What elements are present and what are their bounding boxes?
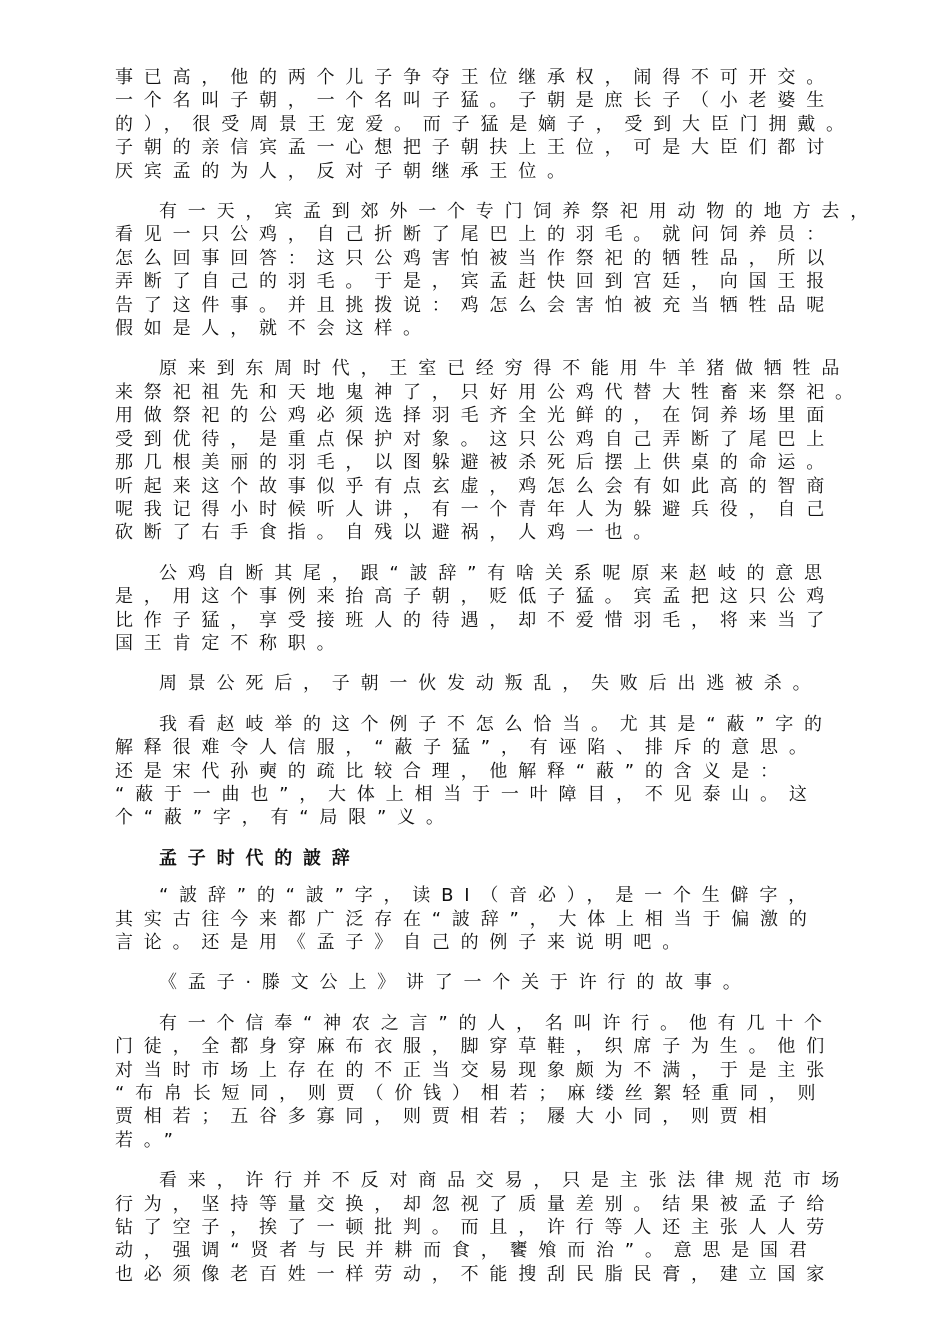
text-line: 也必须像老百姓一样劳动，不能搜刮民脂民膏，建立国家 [115, 1263, 835, 1285]
text-line: 原来到东周时代，王室已经穷得不能用牛羊猪做牺牲品 [159, 358, 851, 380]
text-line: 呢我记得小时候听人讲，有一个青年人为躲避兵役，自己 [115, 498, 835, 520]
text-line: 弄断了自己的羽毛。于是，宾孟赶快回到宫廷，向国王报 [115, 271, 835, 293]
text-line: 的），很受周景王宠爱。而子猛是嫡子，受到大臣门拥戴。 [115, 113, 855, 135]
paragraph-6 [115, 713, 905, 830]
text-line: 是，用这个事例来抬高子朝，贬低子猛。宾孟把这只公鸡 [115, 586, 835, 608]
text-line: 钻了空子，挨了一顿批判。而且，许行等人还主张人人劳 [115, 1217, 835, 1239]
text-line: 一个名叫子朝，一个名叫子猛。子朝是庶长子（小老婆生 [115, 90, 835, 112]
paragraph-10 [115, 1169, 905, 1286]
paragraph-4 [115, 562, 905, 656]
text-line: 动，强调“贤者与民并耕而食，饔飧而治”。意思是国君 [115, 1240, 818, 1262]
text-line: “蔽于一曲也”，大体上相当于一叶障目，不见泰山。这 [115, 783, 818, 805]
text-line: 受到优待，是重点保护对象。这只公鸡自己弄断了尾巴上 [115, 428, 835, 450]
text-line: 怎么回事回答：这只公鸡害怕被当作祭祀的牺牲品，所以 [115, 247, 835, 269]
text-line: 《孟子·滕文公上》讲了一个关于许行的故事。 [159, 972, 752, 994]
text-line: 用做祭祀的公鸡必须选择羽毛齐全光鲜的，在饲养场里面 [115, 405, 835, 427]
text-line: “布帛长短同，则贾（价钱）相若；麻缕丝絮轻重同，则 [115, 1083, 827, 1105]
text-line: 贾相若；五谷多寡同，则贾相若；屦大小同，则贾相 [115, 1106, 778, 1128]
text-line: 听起来这个故事似乎有点玄虚，鸡怎么会有如此高的智商 [115, 475, 835, 497]
text-line: 我看赵岐举的这个例子不怎么恰当。尤其是“蔽”字的 [159, 713, 833, 735]
paragraph-3 [115, 357, 905, 544]
text-line: 子朝的亲信宾孟一心想把子朝扶上王位，可是大臣们都讨 [115, 137, 835, 159]
paragraph-1 [115, 66, 905, 183]
paragraph-9 [115, 1012, 905, 1152]
text-line: 其实古往今来都广泛存在“詖辞”，大体上相当于偏激的 [115, 908, 818, 930]
text-line: “詖辞”的“詖”字，读BI（音必），是一个生僻字， [159, 885, 817, 907]
text-line: 砍断了右手食指。自残以避祸，人鸡一也。 [115, 522, 663, 544]
text-line: 国王肯定不称职。 [115, 632, 346, 654]
text-line: 有一个信奉“神农之言”的人，名叫许行。他有几十个 [159, 1012, 833, 1034]
text-line: 公鸡自断其尾，跟“詖辞”有啥关系呢原来赵岐的意思 [159, 562, 833, 584]
paragraph-8 [115, 971, 905, 994]
text-line: 周景公死后，子朝一伙发动叛乱，失败后出逃被杀。 [159, 673, 822, 695]
text-line: 若。” [115, 1129, 184, 1151]
paragraph-7 [115, 884, 905, 954]
text-line: 看见一只公鸡，自己折断了尾巴上的羽毛。就问饲养员： [115, 224, 835, 246]
paragraph-2 [115, 200, 905, 340]
text-line: 还是宋代孙奭的疏比较合理，他解释“蔽”的含义是： [115, 760, 789, 782]
document-page [115, 66, 905, 1303]
text-line: 有一天，宾孟到郊外一个专门饲养祭祀用动物的地方去， [159, 201, 879, 223]
text-line: 个“蔽”字，有“局限”义。 [115, 807, 455, 829]
text-line: 对当时市场上存在的不正当交易现象颇为不满，于是主张 [115, 1059, 835, 1081]
paragraph-5 [115, 672, 905, 695]
text-line: 行为，坚持等量交换，却忽视了质量差别。结果被孟子给 [115, 1193, 835, 1215]
section-heading: 孟子时代的詖辞 [159, 847, 361, 869]
text-line: 看来，许行并不反对商品交易，只是主张法律规范市场 [159, 1170, 851, 1192]
text-line: 假如是人，就不会这样。 [115, 318, 432, 340]
text-line: 言论。还是用《孟子》自己的例子来说明吧。 [115, 932, 691, 953]
text-line: 厌宾孟的为人，反对子朝继承王位。 [115, 160, 576, 182]
text-line: 来祭祀祖先和天地鬼神了，只好用公鸡代替大牲畜来祭祀。 [115, 381, 864, 403]
text-line: 告了这件事。并且挑拨说：鸡怎么会害怕被充当牺牲品呢 [115, 294, 835, 316]
text-line: 门徒，全都身穿麻布衣服，脚穿草鞋，织席子为生。他们 [115, 1036, 835, 1058]
text-line: 事已高，他的两个儿子争夺王位继承权，闹得不可开交。 [115, 67, 835, 88]
text-line: 比作子猛，享受接班人的待遇，却不爱惜羽毛，将来当了 [115, 609, 835, 631]
text-line: 那几根美丽的羽毛，以图躲避被杀死后摆上供桌的命运。 [115, 452, 835, 474]
text-line: 解释很难令人信服，“蔽子猛”，有诬陷、排斥的意思。 [115, 737, 818, 759]
